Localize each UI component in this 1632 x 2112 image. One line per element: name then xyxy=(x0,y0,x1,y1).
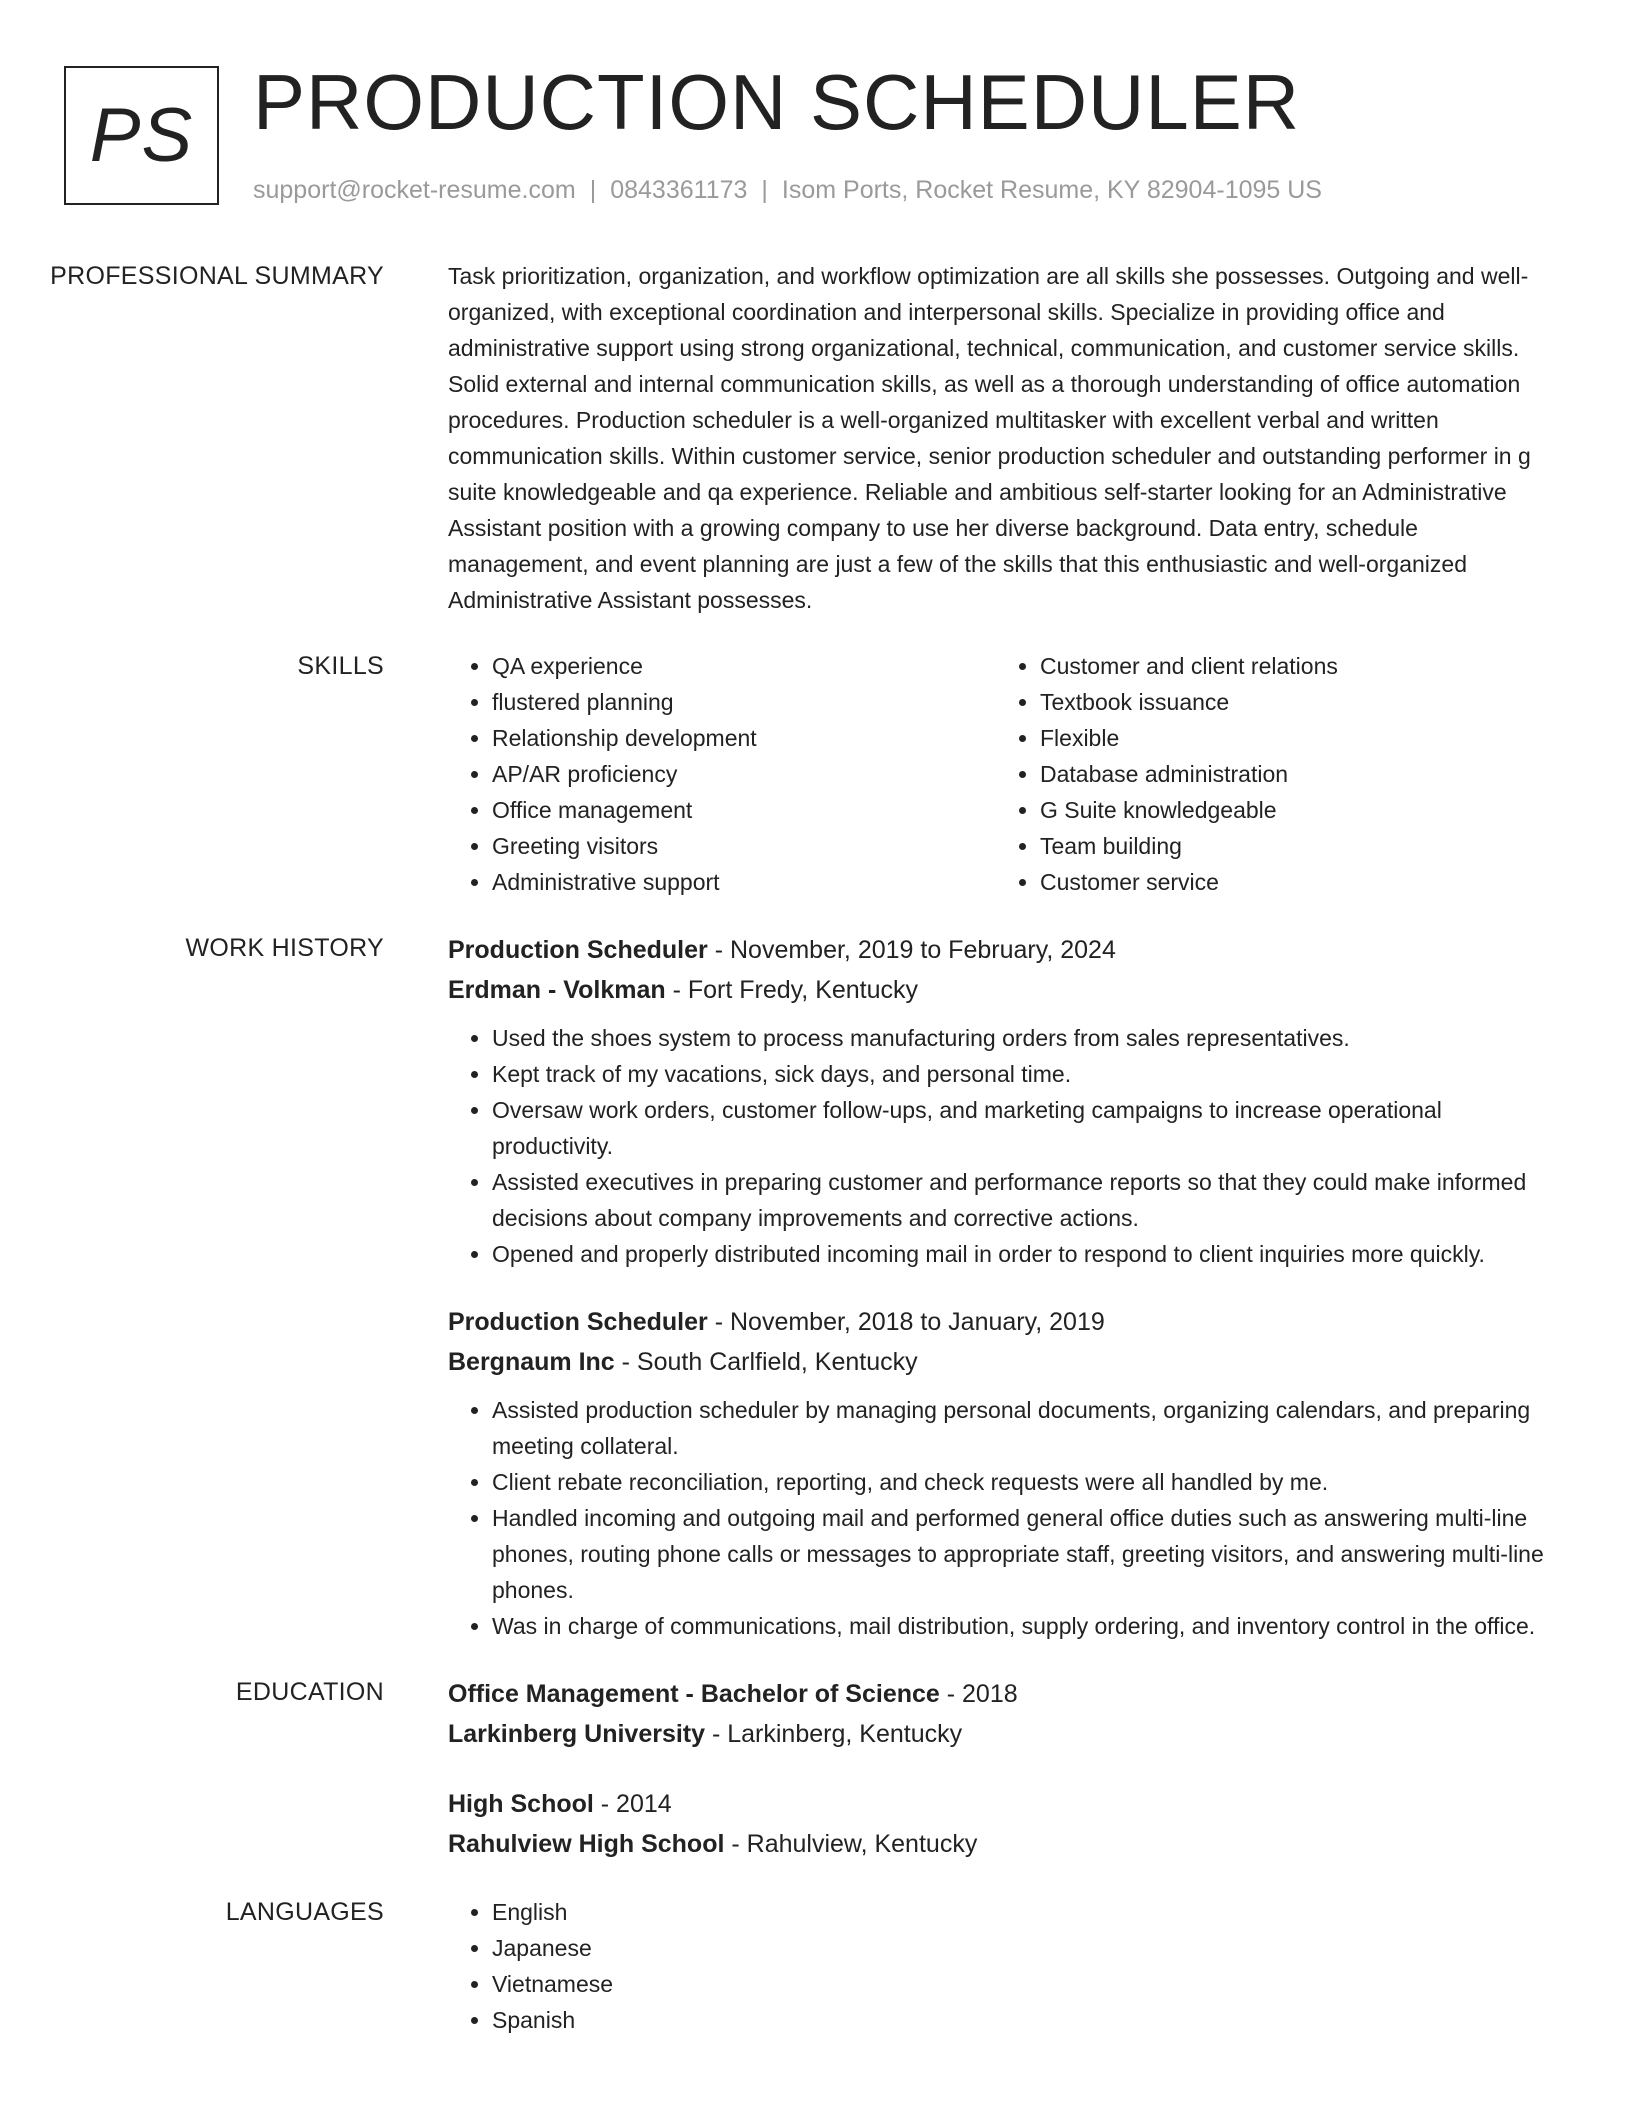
school-line xyxy=(448,1714,1544,1754)
degree: Office Management - Bachelor of Science xyxy=(448,1680,940,1708)
job-company-line xyxy=(448,970,1544,1010)
education-entry xyxy=(448,1784,1544,1864)
job-duty: • Opened and properly distributed incoming mail in order to respond to client inquiries more quickly. xyxy=(492,1236,1544,1272)
skill-item: • G Suite knowledgeable xyxy=(1040,792,1544,828)
degree: High School xyxy=(448,1790,594,1818)
skills-grid xyxy=(448,648,1544,900)
job-title-line xyxy=(448,930,1544,970)
skill-item: • Relationship development xyxy=(492,720,996,756)
school-line xyxy=(448,1824,1544,1864)
monogram-box xyxy=(64,66,219,205)
job-entry xyxy=(448,1302,1544,1644)
job-duty: • Assisted executives in preparing customer and performance reports so that they could make informed decisions about company improvements and corrective actions. xyxy=(492,1164,1544,1236)
languages-heading: LANGUAGES xyxy=(225,1898,384,1926)
job-title-line xyxy=(448,1302,1544,1342)
job-dates: - November, 2019 to February, 2024 xyxy=(707,936,1116,964)
work-history-body xyxy=(414,930,1544,1644)
job-title: Production Scheduler xyxy=(448,936,708,964)
school-name: Rahulview High School xyxy=(448,1830,725,1858)
skill-item: • QA experience xyxy=(492,648,996,684)
skill-item: • Customer service xyxy=(1040,864,1544,900)
languages-body xyxy=(414,1894,1544,2038)
job-title: Production Scheduler xyxy=(448,1308,708,1336)
contact-line xyxy=(253,174,1322,206)
language-item: • Spanish xyxy=(492,2002,1544,2038)
job-duty: • Client rebate reconciliation, reporting, and check requests were all handled by me. xyxy=(492,1464,1544,1500)
monogram-initials: PS xyxy=(89,93,194,178)
languages-section xyxy=(0,1894,1632,2038)
education-entry xyxy=(448,1674,1544,1754)
job-location: - Fort Fredy, Kentucky xyxy=(665,976,919,1004)
school-location: - Larkinberg, Kentucky xyxy=(705,1720,963,1748)
education-section xyxy=(0,1674,1632,1864)
skill-item: • Customer and client relations xyxy=(1040,648,1544,684)
job-dates: - November, 2018 to January, 2019 xyxy=(707,1308,1105,1336)
skills-heading: SKILLS xyxy=(297,652,384,680)
job-company: Erdman - Volkman xyxy=(448,976,666,1004)
school-name: Larkinberg University xyxy=(448,1720,706,1748)
languages-list xyxy=(448,1894,1544,2038)
language-item: • Japanese xyxy=(492,1930,1544,1966)
school-location: - Rahulview, Kentucky xyxy=(724,1830,978,1858)
contact-phone: 0843361173 xyxy=(610,176,748,204)
education-body xyxy=(414,1674,1544,1864)
skill-item: • Office management xyxy=(492,792,996,828)
job-duty: • Handled incoming and outgoing mail and performed general office duties such as answering multi-line phones, routing phone calls or messages to appropriate staff, greeting visitors, and answering multi-line phones. xyxy=(492,1500,1544,1608)
graduation-year: - 2018 xyxy=(939,1680,1018,1708)
job-duties xyxy=(448,1392,1544,1644)
skill-item: • Greeting visitors xyxy=(492,828,996,864)
summary-section xyxy=(0,258,1632,618)
language-item: • English xyxy=(492,1894,1544,1930)
summary-heading: PROFESSIONAL SUMMARY xyxy=(50,262,384,290)
education-heading: EDUCATION xyxy=(235,1678,384,1706)
contact-email: support@rocket-resume.com xyxy=(253,176,576,204)
work-history-heading: WORK HISTORY xyxy=(185,934,384,962)
resume-sections xyxy=(0,258,1632,2068)
job-duty: • Oversaw work orders, customer follow-ups, and marketing campaigns to increase operational productivity. xyxy=(492,1092,1544,1164)
job-company-line xyxy=(448,1342,1544,1382)
job-company: Bergnaum Inc xyxy=(448,1348,615,1376)
candidate-name: PRODUCTION SCHEDULER xyxy=(253,58,1301,146)
skills-column-left xyxy=(448,648,996,900)
degree-line xyxy=(448,1674,1544,1714)
summary-body xyxy=(414,258,1544,618)
work-history-section xyxy=(0,930,1632,1644)
summary-text: Task prioritization, organization, and workflow optimization are all skills she possesses. Outgoing and well-organized, with exceptional coordination and interpersonal skills. Specialize in providing office and administrative support using strong organizational, technical, communication, and customer service skills. Solid external and internal communication skills, as well as a thorough understanding of office automation procedures. Production scheduler is a well-organized multitasker with excellent verbal and written communication skills. Within customer service, senior production scheduler and outstanding performer in g suite knowledgeable and qa experience. Reliable and ambitious self-starter looking for an Administrative Assistant position with a growing company to use her diverse background. Data entry, schedule management, and event planning are just a few of the skills that this enthusiastic and well-organized Administrative Assistant possesses. xyxy=(448,263,1531,613)
job-duty: • Kept track of my vacations, sick days, and personal time. xyxy=(492,1056,1544,1092)
contact-separator: | xyxy=(761,176,768,204)
job-duty: • Was in charge of communications, mail distribution, supply ordering, and inventory control in the office. xyxy=(492,1608,1544,1644)
skill-item: • Textbook issuance xyxy=(1040,684,1544,720)
skill-item: • Database administration xyxy=(1040,756,1544,792)
language-item: • Vietnamese xyxy=(492,1966,1544,2002)
skill-item: • Administrative support xyxy=(492,864,996,900)
degree-line xyxy=(448,1784,1544,1824)
skills-section xyxy=(0,648,1632,900)
job-location: - South Carlfield, Kentucky xyxy=(614,1348,918,1376)
skill-item: • AP/AR proficiency xyxy=(492,756,996,792)
skills-body xyxy=(414,648,1544,900)
skill-item: • Flexible xyxy=(1040,720,1544,756)
job-duties xyxy=(448,1020,1544,1272)
contact-separator: | xyxy=(589,176,597,204)
job-entry xyxy=(448,930,1544,1272)
job-duty: • Used the shoes system to process manufacturing orders from sales representatives. xyxy=(492,1020,1544,1056)
skill-item: • flustered planning xyxy=(492,684,996,720)
job-duty: • Assisted production scheduler by managing personal documents, organizing calendars, and preparing meeting collateral. xyxy=(492,1392,1544,1464)
contact-address: Isom Ports, Rocket Resume, KY 82904-1095 US xyxy=(781,176,1322,204)
graduation-year: - 2014 xyxy=(593,1790,672,1818)
skills-column-right xyxy=(996,648,1544,900)
skill-item: • Team building xyxy=(1040,828,1544,864)
